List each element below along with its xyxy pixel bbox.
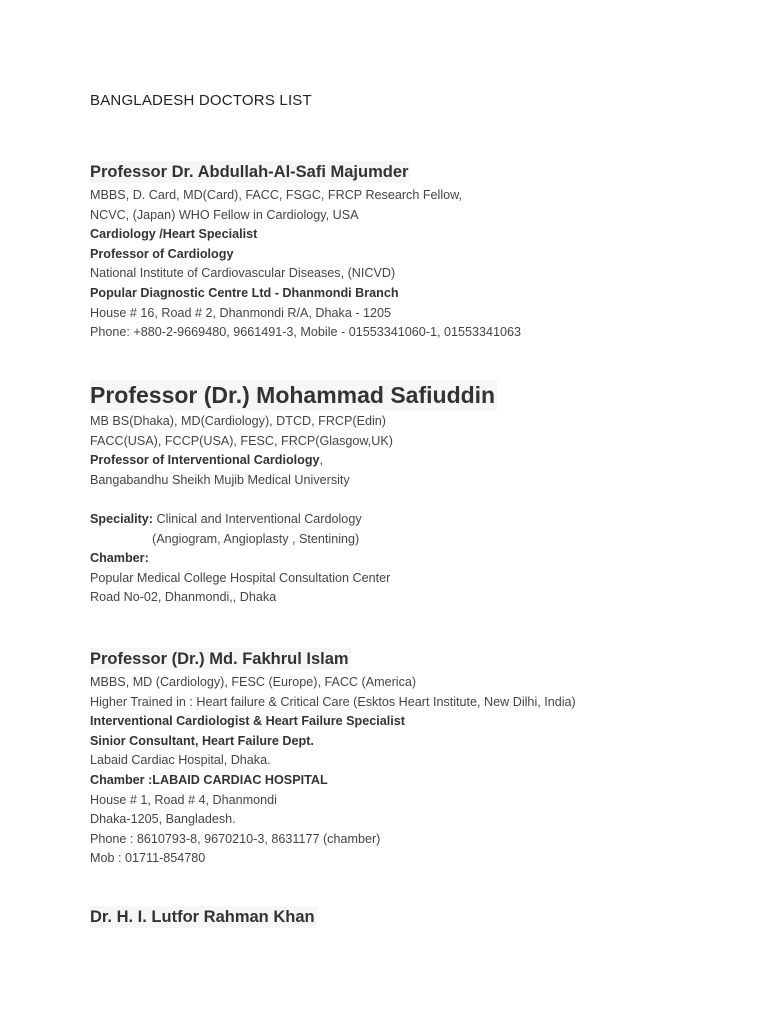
- designation-text: Professor of Interventional Cardiology: [90, 453, 320, 468]
- designation-line: Professor of Cardiology: [90, 246, 234, 261]
- chamber-line: Popular Medical College Hospital Consultation Center: [90, 570, 391, 585]
- doctor-name: Professor (Dr.) Md. Fakhrul Islam: [90, 650, 349, 668]
- spacer: [90, 490, 730, 510]
- address-line: Dhaka-1205, Bangladesh.: [90, 812, 236, 827]
- institution-line: Bangabandhu Sheikh Mujib Medical University: [90, 472, 350, 487]
- qualification-line: NCVC, (Japan) WHO Fellow in Cardiology, USA: [90, 207, 359, 222]
- chamber-line: Popular Diagnostic Centre Ltd - Dhanmondi Branch: [90, 285, 399, 300]
- address-line: House # 16, Road # 2, Dhanmondi R/A, Dhaka - 1205: [90, 305, 392, 320]
- training-line: Higher Trained in : Heart failure & Critical Care (Esktos Heart Institute, New Dilhi, India): [90, 694, 576, 709]
- doctor-name: Dr. H. I. Lutfor Rahman Khan: [90, 908, 315, 926]
- designation-line: [90, 451, 730, 471]
- speciality-label: Speciality:: [90, 511, 153, 526]
- speciality-value: Clinical and Interventional Cardology: [153, 511, 362, 526]
- doctor-entry: [90, 648, 730, 869]
- doctor-entry: [90, 906, 730, 928]
- doctor-name: Professor Dr. Abdullah-Al-Safi Majumder: [90, 163, 409, 181]
- document-title: BANGLADESH DOCTORS LIST: [90, 92, 312, 109]
- address-line: House # 1, Road # 4, Dhanmondi: [90, 792, 277, 807]
- designation-comma: ,: [319, 453, 324, 468]
- institution-line: National Institute of Cardiovascular Diseases, (NICVD): [90, 266, 396, 281]
- speciality-line: [90, 510, 730, 530]
- qualification-line: MBBS, MD (Cardiology), FESC (Europe), FACC (America): [90, 675, 417, 689]
- doctor-entry: [90, 161, 730, 343]
- mobile-line: Mob : 01711-854780: [90, 851, 206, 866]
- address-line: Road No-02, Dhanmondi,, Dhaka: [90, 590, 277, 605]
- speciality-detail-line: (Angiogram, Angioplasty , Stentining): [152, 531, 360, 546]
- phone-line: Phone : 8610793-8, 9670210-3, 8631177 (chamber): [90, 831, 381, 846]
- chamber-line: Chamber :LABAID CARDIAC HOSPITAL: [90, 772, 328, 787]
- qualification-line: MBBS, D. Card, MD(Card), FACC, FSGC, FRCP Research Fellow,: [90, 188, 463, 202]
- phone-line: Phone: +880-2-9669480, 9661491-3, Mobile - 01553341060-1, 01553341063: [90, 325, 521, 340]
- doctor-entry: [90, 380, 730, 608]
- institution-line: Labaid Cardiac Hospital, Dhaka.: [90, 753, 271, 768]
- qualification-line: MB BS(Dhaka), MD(Cardiology), DTCD, FRCP(Edin): [90, 414, 387, 428]
- doctor-name: Professor (Dr.) Mohammad Safiuddin: [90, 382, 496, 408]
- designation-line: Sinior Consultant, Heart Failure Dept.: [90, 733, 314, 748]
- specialty-line: Cardiology /Heart Specialist: [90, 227, 258, 242]
- qualification-line: FACC(USA), FCCP(USA), FESC, FRCP(Glasgow,UK): [90, 433, 393, 448]
- chamber-label: Chamber:: [90, 551, 149, 566]
- specialty-line: Interventional Cardiologist & Heart Failure Specialist: [90, 714, 405, 729]
